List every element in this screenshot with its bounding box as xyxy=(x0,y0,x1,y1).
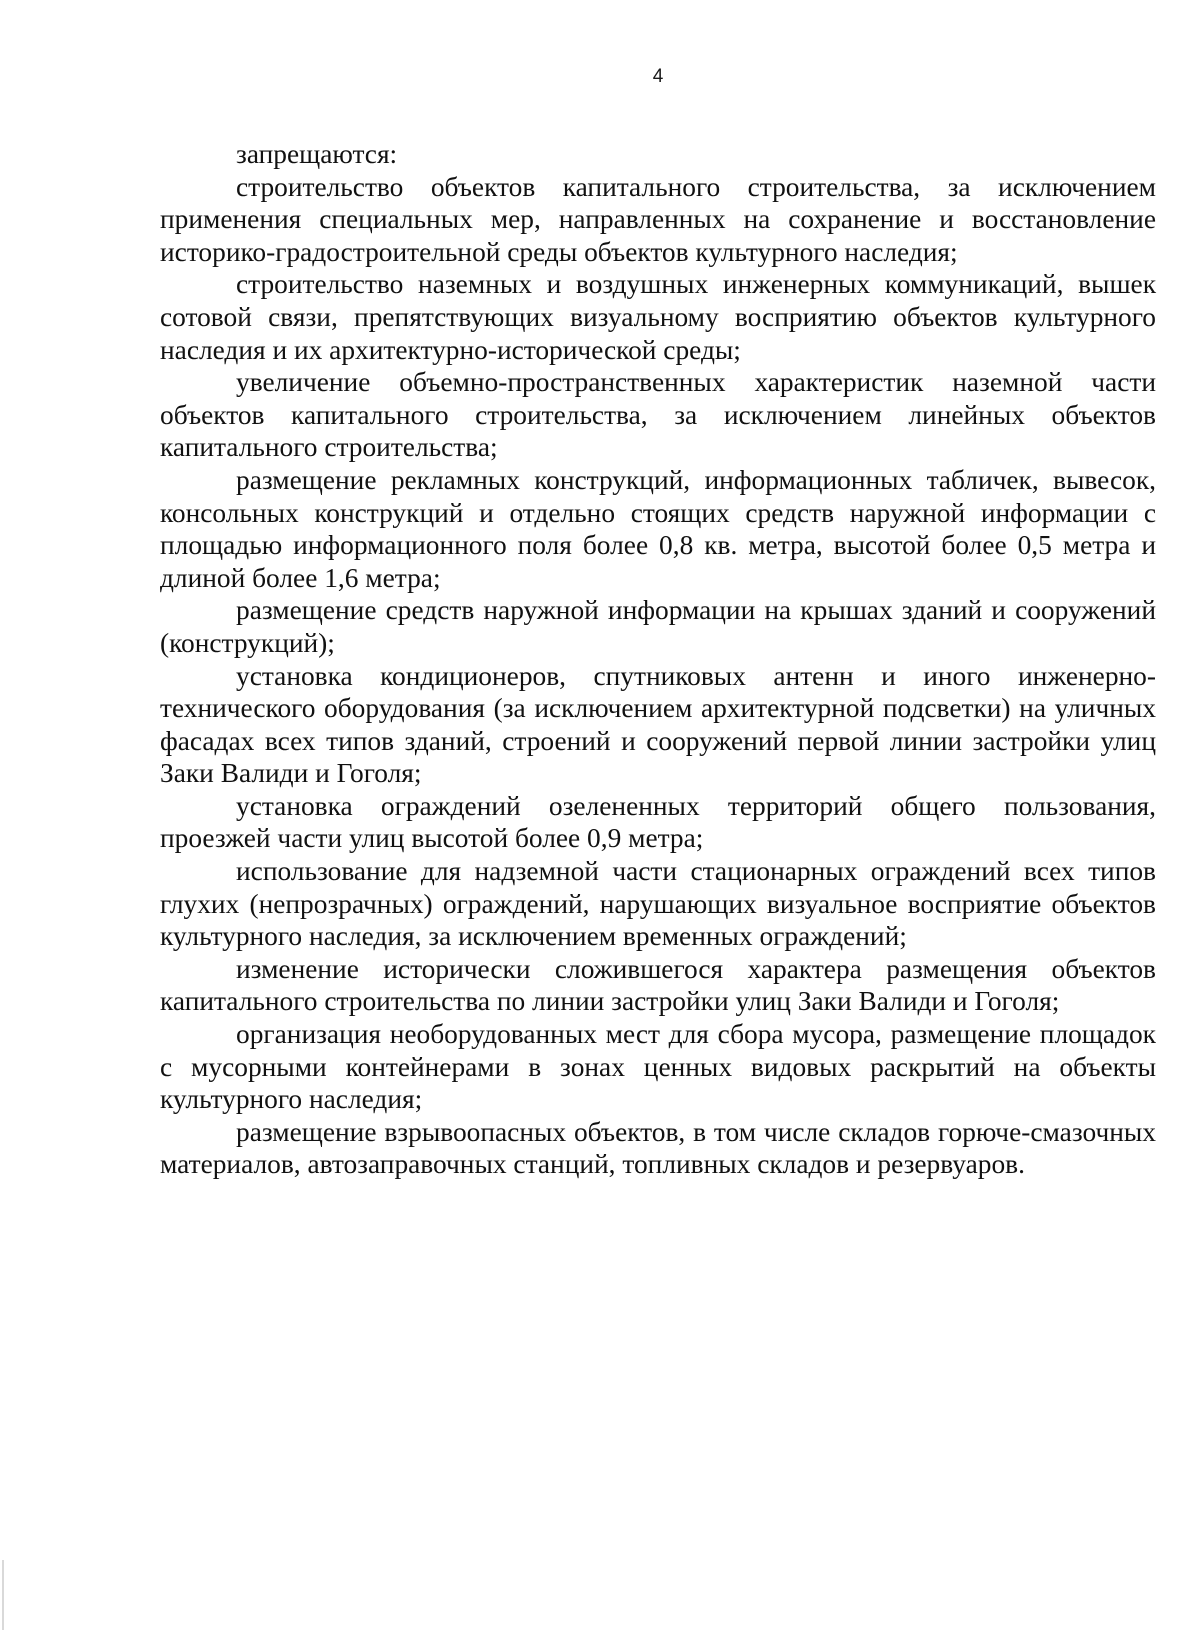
list-item: строительство объектов капитального строительства, за исключением применения специальных мер, направленных на сохранение и восстановление историко-градостроительной среды объектов культурного наследия; xyxy=(160,171,1156,267)
list-item: установка кондиционеров, спутниковых антенн и иного инженерно-технического оборудования (за исключением архитектурной подсветки) на уличных фасадах всех типов зданий, строений и сооружений первой линии застройки улиц Заки Валиди и Гоголя; xyxy=(160,660,1156,789)
list-item: размещение рекламных конструкций, информационных табличек, вывесок, консольных конструкций и отдельно стоящих средств наружной информации с площадью информационного поля более 0,8 кв. метра, высотой более 0,5 метра и длиной более 1,6 метра; xyxy=(160,464,1156,593)
list-item: размещение взрывоопасных объектов, в том числе складов горюче-смазочных материалов, автозаправочных станций, топливных складов и резервуаров. xyxy=(160,1116,1156,1180)
intro-line: запрещаются: xyxy=(236,139,398,169)
list-item: изменение исторически сложившегося характера размещения объектов капитального строительства по линии застройки улиц Заки Валиди и Гоголя; xyxy=(160,953,1156,1017)
page-number: 4 xyxy=(652,66,664,87)
scan-edge-mark xyxy=(2,1560,4,1630)
list-item: использование для надземной части стационарных ограждений всех типов глухих (непрозрачных) ограждений, нарушающих визуальное восприятие объектов культурного наследия, за исключением временных ограждений; xyxy=(160,856,1156,952)
document-body xyxy=(160,138,1156,1181)
list-item: размещение средств наружной информации на крышах зданий и сооружений (конструкций); xyxy=(160,595,1156,658)
list-item: установка ограждений озелененных территорий общего пользования, проезжей части улиц высотой более 0,9 метра; xyxy=(160,790,1156,854)
list-item: увеличение объемно-пространственных характеристик наземной части объектов капитального строительства, за исключением линейных объектов капитального строительства; xyxy=(160,367,1156,463)
list-item: организация необорудованных мест для сбора мусора, размещение площадок с мусорными контейнерами в зонах ценных видовых раскрытий на объекты культурного наследия; xyxy=(160,1019,1156,1115)
list-item: строительство наземных и воздушных инженерных коммуникаций, вышек сотовой связи, препятствующих визуальному восприятию объектов культурного наследия и их архитектурно-исторической среды; xyxy=(160,269,1156,365)
